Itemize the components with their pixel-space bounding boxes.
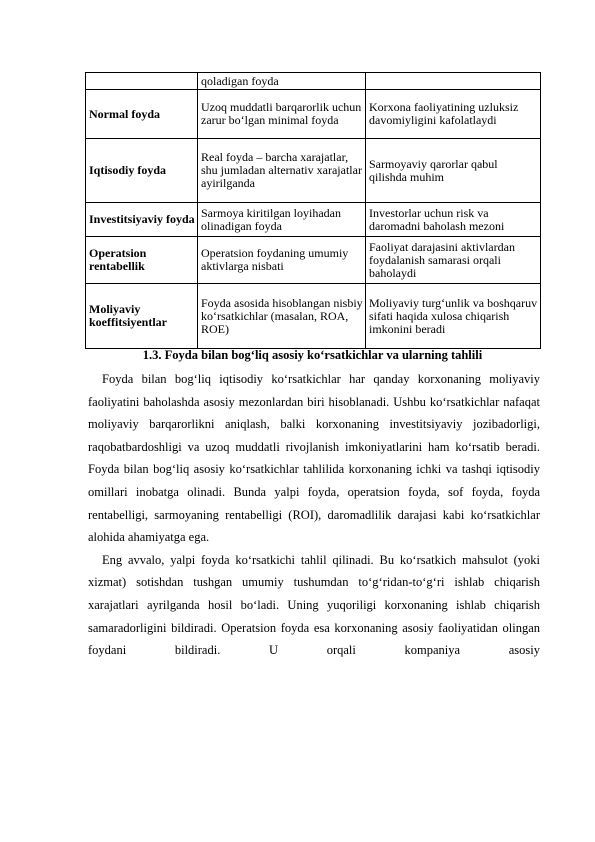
table-cell-description: Foyda asosida hisoblangan nisbiy ko‘rsatkichlar (masalan, ROA, ROE) (198, 284, 366, 349)
table-cell-term: Operatsion rentabellik (86, 237, 198, 284)
paragraph: Eng avvalo, yalpi foyda ko‘rsatkichi tahlil qilinadi. Bu ko‘rsatkich mahsulot (yoki xizmat) sotishdan tushgan umumiy tushumdan to‘g‘ridan-to‘g‘ri ishlab chiqarish xarajatlari ayrilganda hosil bo‘ladi. Uning yuqoriligi korxonaning ishlab chiqarish samaradorligini bildiradi. Operatsion foyda esa korxonaning asosiy faoliyatidan olingan foydani bildiradi. U orqali kompaniya asosiy (88, 552, 540, 658)
section-body (88, 368, 540, 662)
table-row (86, 73, 541, 90)
table-row (86, 203, 541, 237)
table-cell-significance: Moliyaviy turg‘unlik va boshqaruv sifati haqida xulosa chiqarish imkonini beradi (366, 284, 541, 349)
table-cell-term: Iqtisodiy foyda (86, 139, 198, 203)
table-row (86, 139, 541, 203)
table-cell-term (86, 73, 198, 90)
table-cell-significance (366, 73, 541, 90)
table-cell-description: Uzoq muddatli barqarorlik uchun zarur bo‘lgan minimal foyda (198, 90, 366, 139)
table-cell-term: Normal foyda (86, 90, 198, 139)
table-row (86, 90, 541, 139)
table-row (86, 284, 541, 349)
table-cell-description: Real foyda – barcha xarajatlar, shu jumladan alternativ xarajatlar ayirilganda (198, 139, 366, 203)
table-cell-term: Investitsiyaviy foyda (86, 203, 198, 237)
table-cell-significance: Korxona faoliyatining uzluksiz davomiyligini kafolatlaydi (366, 90, 541, 139)
table-cell-significance: Faoliyat darajasini aktivlardan foydalanish samarasi orqali baholaydi (366, 237, 541, 284)
table-cell-description: qoladigan foyda (198, 73, 366, 90)
paragraph: Foyda bilan bog‘liq iqtisodiy ko‘rsatkichlar har qanday korxonaning moliyaviy faoliyatini baholashda asosiy mezonlardan biri hisoblanadi. Ushbu ko‘rsatkichlar nafaqat moliyaviy barqarorlikni aniqlash, balki korxonaning investitsiyaviy jozibadorligi, raqobatbardoshligi va uzoq muddatli rivojlanish imkoniyatlarini ham ko‘rsatib beradi. Foyda bilan bog‘liq asosiy ko‘rsatkichlar tahlilida korxonaning ichki va tashqi iqtisodiy omillari inobatga olinadi. Bunda yalpi foyda, operatsion foyda, sof foyda, foyda rentabelligi, sarmoyaning rentabelligi (ROI), daromadlilik darajasi kabi ko‘rsatkichlar alohida ahamiyatga ega. (88, 372, 540, 545)
table-row (86, 237, 541, 284)
section-heading: 1.3. Foyda bilan bog‘liq asosiy ko‘rsatkichlar va ularning tahlili (142, 348, 483, 362)
table-cell-significance: Sarmoyaviy qarorlar qabul qilishda muhim (366, 139, 541, 203)
table-cell-description: Sarmoya kiritilgan loyihadan olinadigan foyda (198, 203, 366, 237)
table-cell-term: Moliyaviy koeffitsiyentlar (86, 284, 198, 349)
table-cell-description: Operatsion foydaning umumiy aktivlarga nisbati (198, 237, 366, 284)
profit-indicators-table (85, 72, 541, 349)
table-cell-significance: Investorlar uchun risk va daromadni baholash mezoni (366, 203, 541, 237)
